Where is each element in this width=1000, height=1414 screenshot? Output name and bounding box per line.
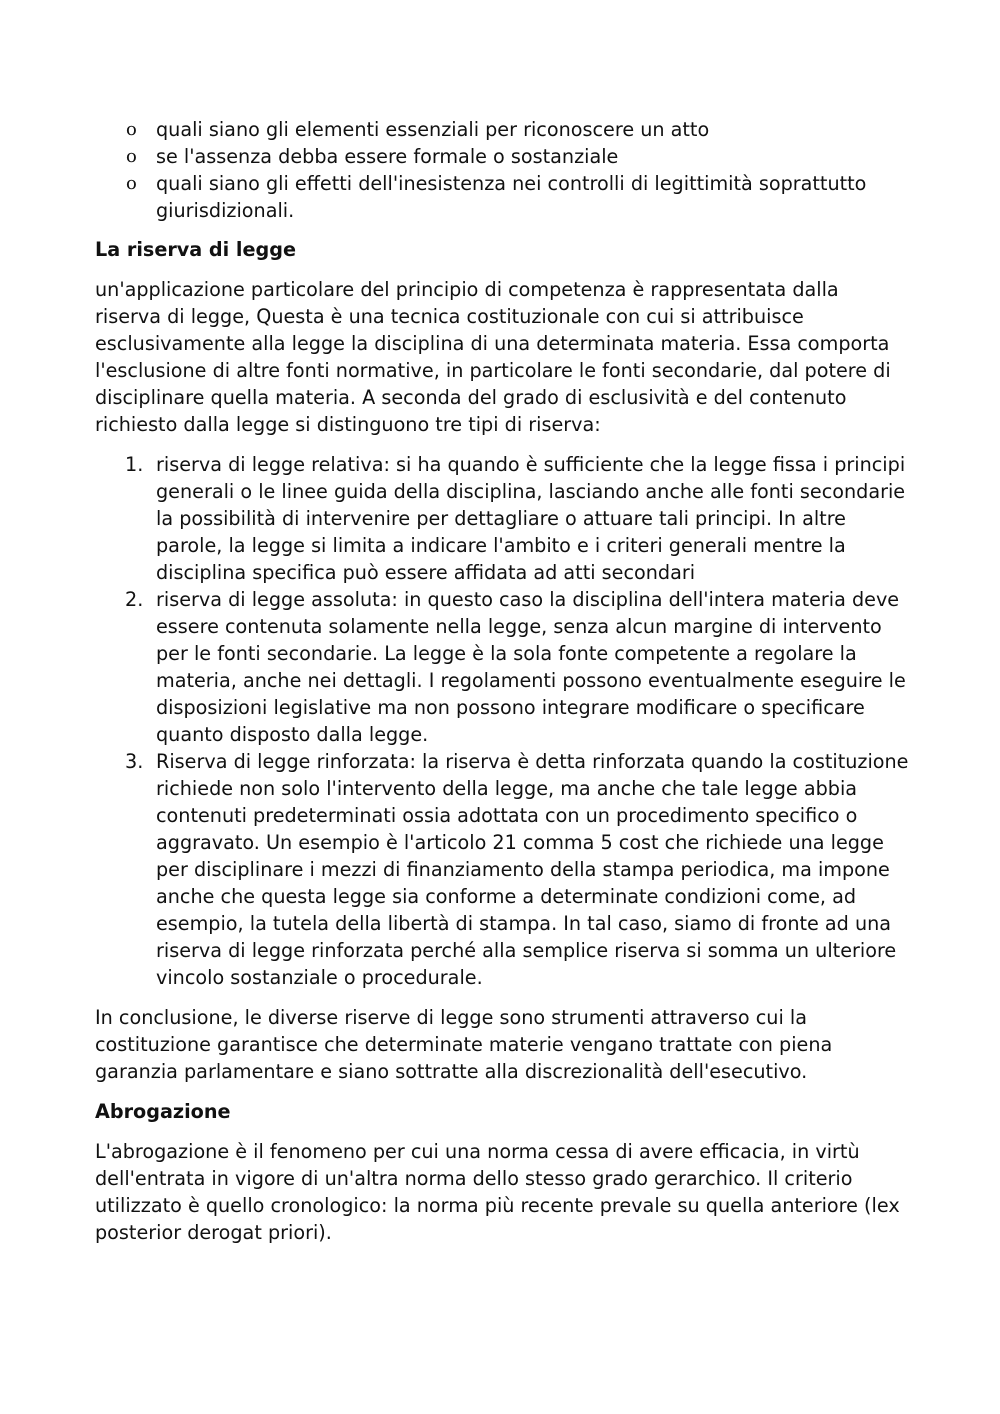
bullet-text: se l'assenza debba essere formale o sostanziale [156, 145, 619, 168]
bullet-marker: o [126, 119, 137, 140]
section-heading-abrogazione: Abrogazione [95, 1100, 231, 1123]
list-item [95, 116, 910, 143]
list-number: 2. [125, 588, 144, 611]
paragraph-conclusion: In conclusione, le diverse riserve di legge sono strumenti attraverso cui la costituzione garantisce che determinate materie vengano trattate con piena garanzia parlamentare e siano sottratte alla discrezionalità dell'esecutivo. [95, 1006, 833, 1083]
list-item-text: riserva di legge relativa: si ha quando è sufficiente che la legge fissa i principi generali o le linee guida della disciplina, lasciando anche alle fonti secondarie la possibilità di intervenire per dettagliare o attuare tali principi. In altre parole, la legge si limita a indicare l'ambito e i criteri generali mentre la disciplina specifica può essere affidata ad atti secondari [156, 453, 906, 584]
list-number: 1. [125, 453, 144, 476]
bullet-marker: o [126, 146, 137, 167]
list-number: 3. [125, 750, 144, 773]
list-item-text: riserva di legge assoluta: in questo caso la disciplina dell'intera materia deve essere contenuta solamente nella legge, senza alcun margine di intervento per le fonti secondarie. La legge è la sola fonte competente a regolare la materia, anche nei dettagli. I regolamenti possono eventualmente eseguire le disposizioni legislative ma non possono integrare modificare o specificare quanto disposto dalla legge. [156, 588, 906, 746]
paragraph-riserva-intro: un'applicazione particolare del principio di competenza è rappresentata dalla riserva di legge, Questa è una tecnica costituzionale con cui si attribuisce esclusivamente alla legge la disciplina di una determinata materia. Essa comporta l'esclusione di altre fonti normative, in particolare le fonti secondarie, dal potere di disciplinare quella materia. A seconda del grado di esclusività e del contenuto richiesto dalla legge si distinguono tre tipi di riserva: [95, 278, 891, 436]
list-item-text: Riserva di legge rinforzata: la riserva è detta rinforzata quando la costituzione richiede non solo l'intervento della legge, ma anche che tale legge abbia contenuti predeterminati ossia adottata con un procedimento specifico o aggravato. Un esempio è l'articolo 21 comma 5 cost che richiede una legge per disciplinare i mezzi di finanziamento della stampa periodica, ma impone anche che questa legge sia conforme a determinate condizioni come, ad esempio, la tutela della libertà di stampa. In tal caso, siamo di fronte ad una riserva di legge rinforzata perché alla semplice riserva si somma un ulteriore vincolo sostanziale o procedurale. [156, 750, 909, 989]
section-heading-riserva: La riserva di legge [95, 238, 296, 261]
list-item [95, 170, 910, 224]
list-item [95, 748, 910, 991]
bullet-marker: o [126, 173, 137, 194]
list-item [95, 143, 910, 170]
list-item [95, 451, 910, 586]
paragraph-abrogazione: L'abrogazione è il fenomeno per cui una norma cessa di avere efficacia, in virtù dell'entrata in vigore di un'altra norma dello stesso grado gerarchico. Il criterio utilizzato è quello cronologico: la norma più recente prevale su quella anteriore (lex posterior derogat priori). [95, 1140, 900, 1244]
bullet-list [95, 116, 910, 224]
document-page [95, 116, 910, 1259]
numbered-list [95, 451, 910, 991]
bullet-text: quali siano gli effetti dell'inesistenza nei controlli di legittimità soprattutto giurisdizionali. [156, 172, 867, 222]
list-item [95, 586, 910, 748]
bullet-text: quali siano gli elementi essenziali per riconoscere un atto [156, 118, 710, 141]
